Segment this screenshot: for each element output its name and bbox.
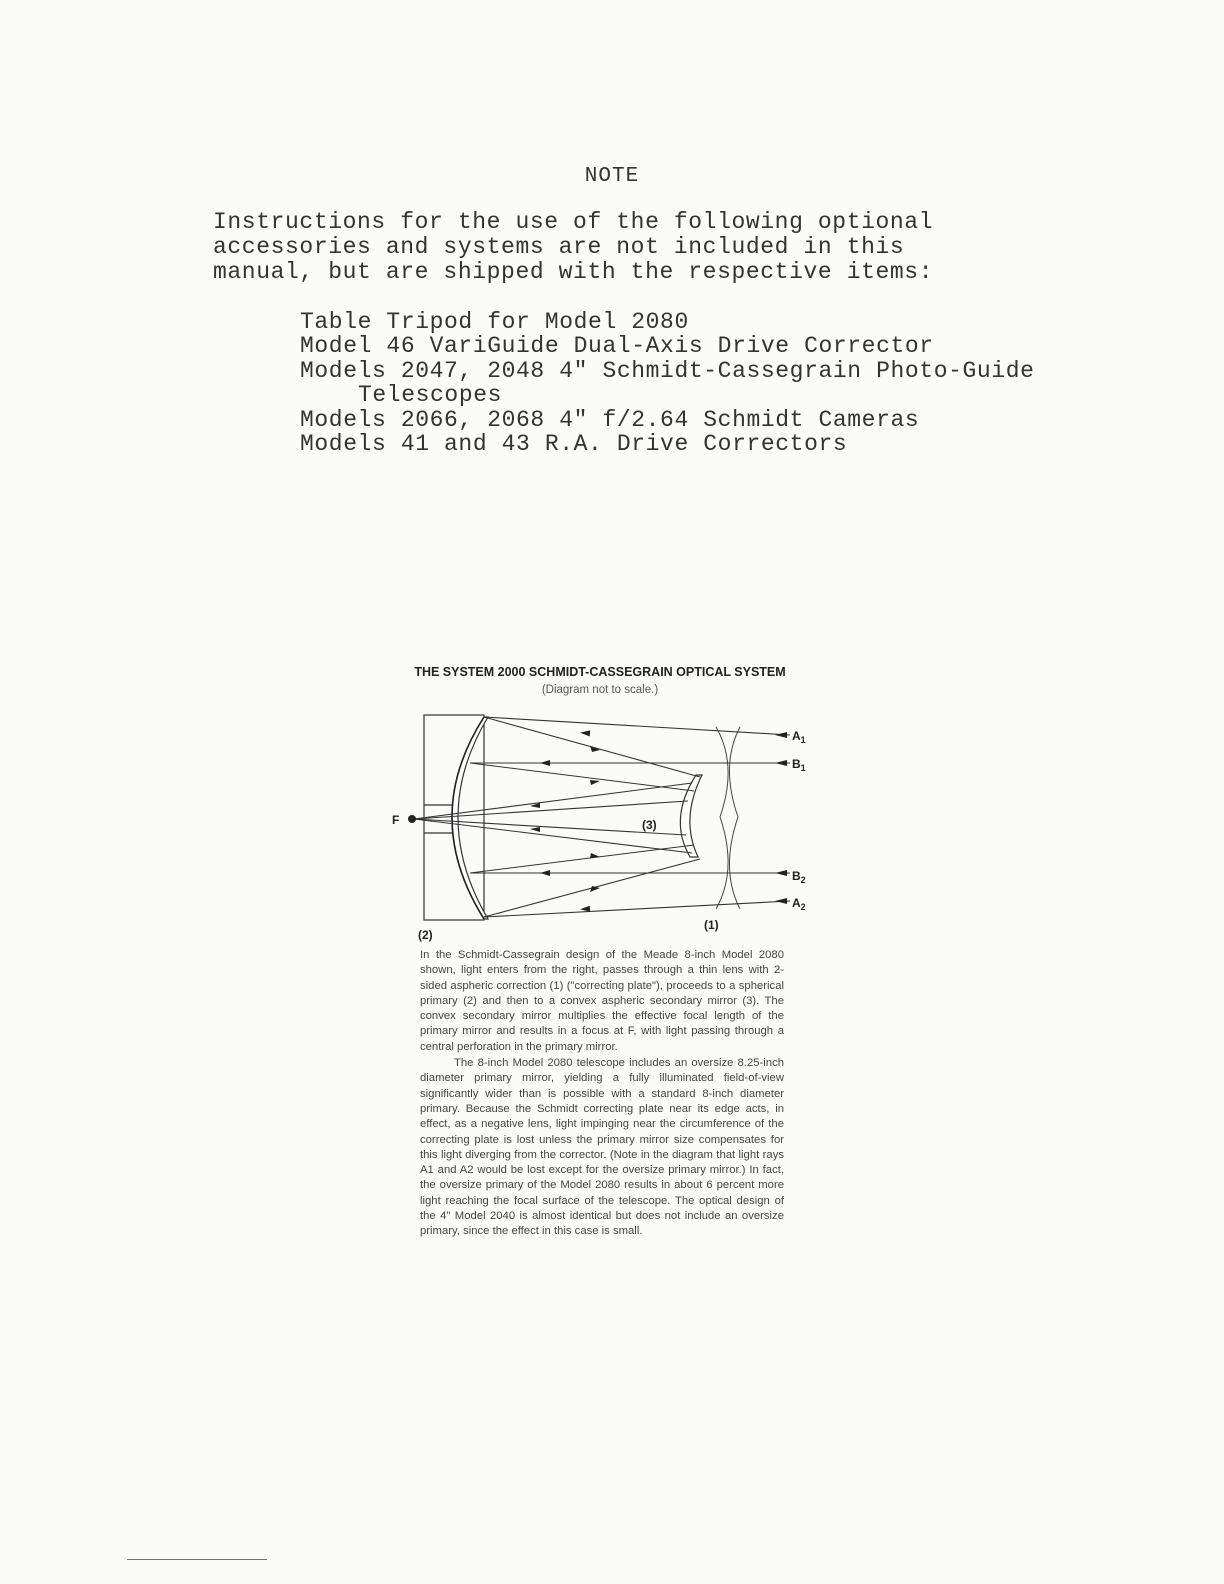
ray-a1-label: A [792, 729, 801, 743]
intro-line: Instructions for the use of the following optional [213, 209, 934, 235]
accessory-item: Model 46 VariGuide Dual-Axis Drive Corrector [300, 333, 934, 360]
ray-arrows [530, 730, 787, 913]
primary-mirror [452, 717, 488, 919]
figure-subtitle: (Diagram not to scale.) [541, 684, 659, 696]
accessory-list [300, 310, 1200, 456]
ray-b1-label: B [792, 757, 801, 771]
corrector-plate [716, 727, 740, 909]
intro-line: manual, but are shipped with the respective items: [213, 259, 934, 285]
ray-b2-sub: 2 [800, 875, 806, 885]
svg-text:A2 [792, 896, 806, 912]
focus-label: F [392, 813, 400, 827]
ray-a2-sub: 2 [800, 902, 806, 912]
caption-paragraph: The 8-inch Model 2080 telescope includes an oversize 8.25-inch diameter primary mirror, yielding a fully illuminated field-of-view significantly wider than is possible with a standard 8-inch diameter primary. Because the Schmidt correcting plate near its edge acts, in effect, as a negative lens, light impinging near the circumference of the correcting plate is lost unless the primary mirror size compensates for this light diverging from the corrector. (Note in the diagram that light rays A1 and A2 would be lost except for the oversize primary mirror.) In fact, the oversize primary of the Model 2080 results in about 6 percent more light reaching the focal surface of the telescope. The optical design of the 4" Model 2040 is almost identical but does not include an oversize primary, since the effect in this case is small. [420, 1057, 784, 1238]
accessory-item: Models 41 and 43 R.A. Drive Correctors [300, 431, 848, 458]
figure-caption [420, 948, 784, 1240]
accessory-item-continuation: Telescopes [358, 382, 503, 409]
ray-b1-sub: 1 [800, 763, 806, 773]
note-intro [213, 210, 1173, 285]
accessory-item: Models 2047, 2048 4" Schmidt-Cassegrain Photo-Guide [300, 357, 1035, 384]
secondary-mirror [680, 775, 702, 857]
ray-a1-sub: 1 [800, 735, 806, 745]
secondary-label: (3) [642, 818, 657, 832]
figure-title: THE SYSTEM 2000 SCHMIDT-CASSEGRAIN OPTICAL SYSTEM [414, 665, 786, 679]
svg-text:B2 [792, 869, 806, 885]
primary-label: (2) [418, 928, 433, 942]
accessory-item: Models 2066, 2068 4" f/2.64 Schmidt Cameras [300, 406, 920, 433]
svg-text:B1 [792, 757, 806, 773]
accessory-item: Table Tripod for Model 2080 [300, 309, 689, 335]
ray-b2-label: B [792, 869, 801, 883]
optical-diagram [380, 705, 830, 945]
ray-a2-label: A [792, 896, 801, 910]
footnote-rule [127, 1559, 267, 1560]
focus-point [408, 815, 416, 823]
corrector-label: (1) [704, 918, 719, 932]
note-title: NOTE [584, 165, 640, 188]
svg-text:A1 [792, 729, 806, 745]
intro-line: accessories and systems are not included in this [213, 234, 905, 260]
caption-paragraph: In the Schmidt-Cassegrain design of the Meade 8-inch Model 2080 shown, light enters from the right, passes through a thin lens with 2-sided aspheric correction (1) ("correcting plate"), proceeds to a spherical primary (2) and then to a convex aspheric secondary mirror (3). The convex secondary mirror multiplies the effective focal length of the primary mirror and results in a focus at F, with light passing through a central perforation in the primary mirror. [420, 949, 784, 1053]
